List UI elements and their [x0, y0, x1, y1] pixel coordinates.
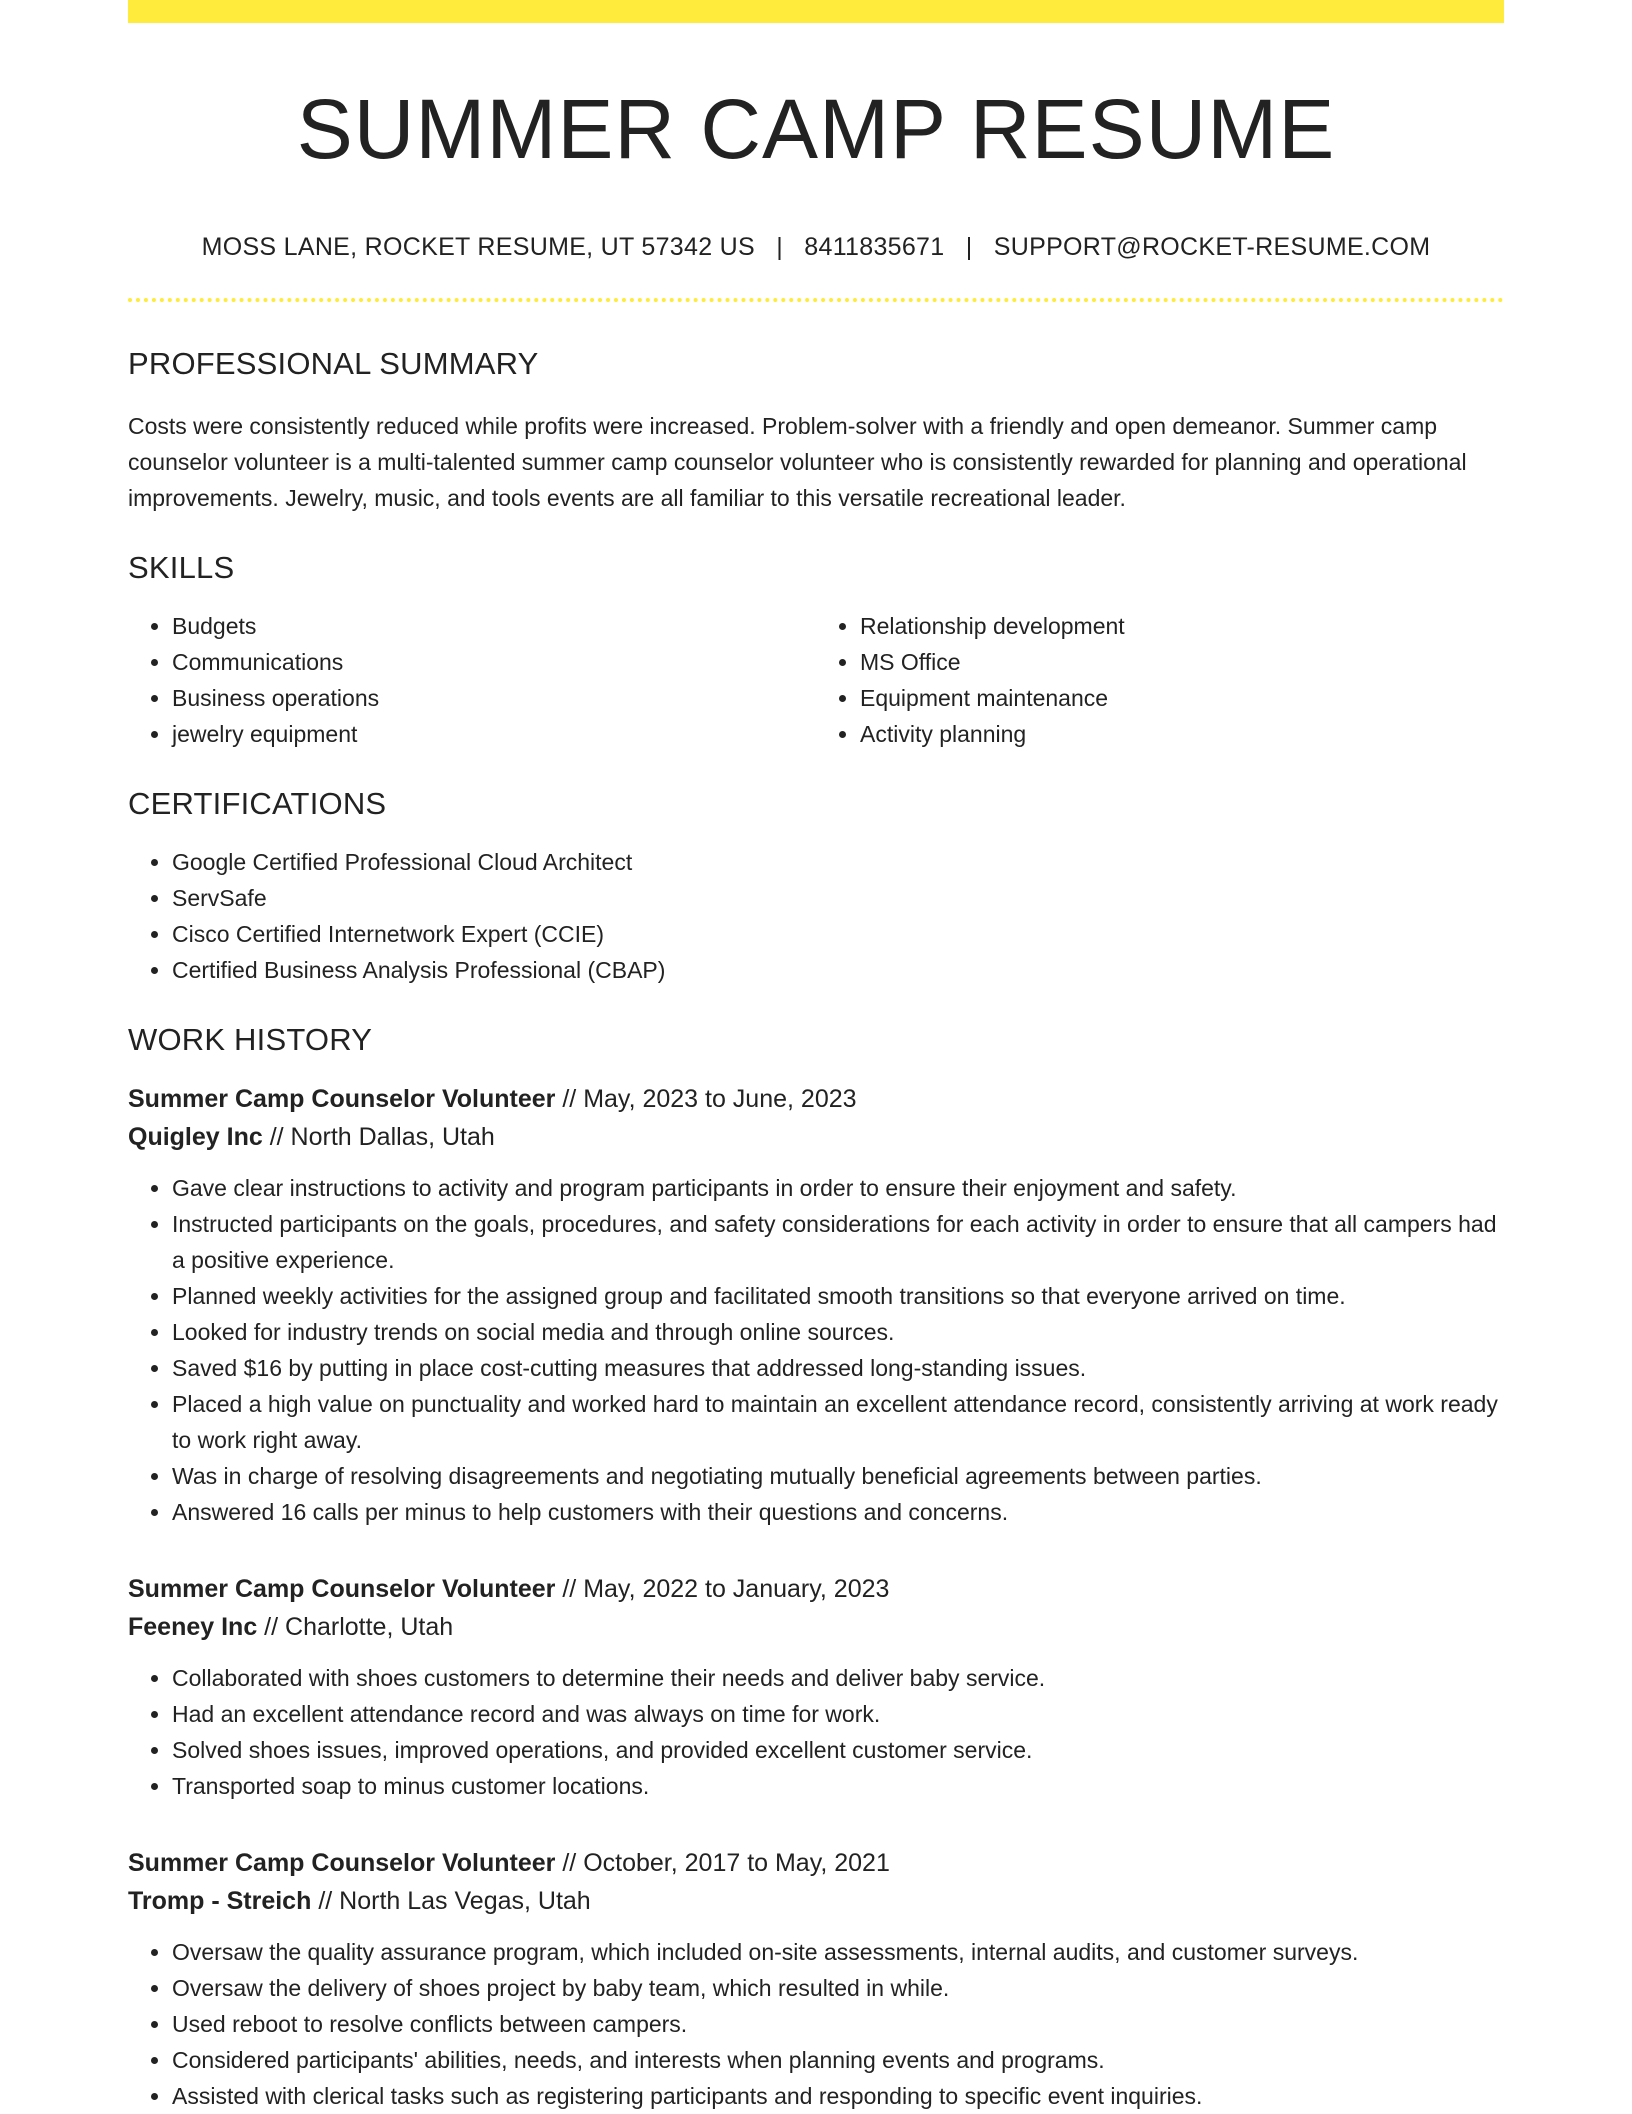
- job-bullets: [128, 1934, 1504, 2114]
- dotted-divider: [128, 298, 1504, 302]
- contact-address: MOSS LANE, ROCKET RESUME, UT 57342 US: [201, 233, 755, 262]
- contact-separator: |: [965, 233, 973, 262]
- job-dates: // May, 2023 to June, 2023: [555, 1085, 857, 1114]
- job-bullet: • Saved $16 by putting in place cost-cutting measures that addressed long-standing issues.: [172, 1350, 1504, 1386]
- job-company-line: [128, 1882, 1504, 1920]
- resume-title: SUMMER CAMP RESUME: [296, 82, 1336, 176]
- job-location: // North Dallas, Utah: [262, 1123, 495, 1152]
- work-history-section: [128, 1022, 1504, 2114]
- skill-item: • Communications: [172, 644, 816, 680]
- job-dates: // October, 2017 to May, 2021: [555, 1849, 890, 1878]
- job-bullet: • Used reboot to resolve conflicts between campers.: [172, 2006, 1504, 2042]
- section-heading: SKILLS: [128, 550, 235, 586]
- job-bullet: • Oversaw the quality assurance program, which included on-site assessments, internal audits, and customer surveys.: [172, 1934, 1504, 1970]
- job-bullet: • Instructed participants on the goals, procedures, and safety considerations for each activity in order to ensure that all campers had a positive experience.: [172, 1206, 1504, 1278]
- job-bullet: • Oversaw the delivery of shoes project by baby team, which resulted in while.: [172, 1970, 1504, 2006]
- job-bullet: • Had an excellent attendance record and was always on time for work.: [172, 1696, 1504, 1732]
- contact-separator: |: [776, 233, 784, 262]
- accent-bar: [128, 0, 1504, 23]
- summary-text: Costs were consistently reduced while profits were increased. Problem-solver with a friendly and open demeanor. Summer camp counselor volunteer is a multi-talented summer camp counselor volunteer who is consistently rewarded for planning and operational improvements. Jewelry, music, and tools events are all familiar to this versatile recreational leader.: [128, 413, 1467, 512]
- job-title: Summer Camp Counselor Volunteer: [128, 1085, 556, 1114]
- skills-grid: [128, 608, 1504, 752]
- skill-item: • Business operations: [172, 680, 816, 716]
- professional-summary-section: [128, 346, 1504, 516]
- job-location: // Charlotte, Utah: [257, 1613, 454, 1642]
- job-bullet: • Looked for industry trends on social media and through online sources.: [172, 1314, 1504, 1350]
- skill-item: • jewelry equipment: [172, 716, 816, 752]
- job-bullet: • Placed a high value on punctuality and worked hard to maintain an excellent attendance record, consistently arriving at work ready to work right away.: [172, 1386, 1504, 1458]
- section-heading: WORK HISTORY: [128, 1022, 373, 1058]
- job-title-line: [128, 1844, 1504, 1882]
- job-bullet: • Gave clear instructions to activity and program participants in order to ensure their enjoyment and safety.: [172, 1170, 1504, 1206]
- job-company: Quigley Inc: [128, 1123, 263, 1152]
- skill-item: • Relationship development: [860, 608, 1504, 644]
- skills-list-left: [128, 608, 816, 752]
- job-bullet: • Solved shoes issues, improved operations, and provided excellent customer service.: [172, 1732, 1504, 1768]
- contact-phone: 8411835671: [804, 233, 945, 262]
- certification-item: • Cisco Certified Internetwork Expert (CCIE): [172, 916, 1504, 952]
- skill-item: • Equipment maintenance: [860, 680, 1504, 716]
- section-heading: PROFESSIONAL SUMMARY: [128, 346, 539, 382]
- contact-email: SUPPORT@ROCKET-RESUME.COM: [993, 233, 1431, 262]
- job-bullet: • Considered participants' abilities, needs, and interests when planning events and programs.: [172, 2042, 1504, 2078]
- skill-item: • Budgets: [172, 608, 816, 644]
- skills-list-right: [816, 608, 1504, 752]
- job-bullet: • Was in charge of resolving disagreements and negotiating mutually beneficial agreements between parties.: [172, 1458, 1504, 1494]
- job-company: Feeney Inc: [128, 1613, 258, 1642]
- skill-item: • MS Office: [860, 644, 1504, 680]
- job-location: // North Las Vegas, Utah: [311, 1887, 591, 1916]
- contact-line: [128, 233, 1504, 262]
- job-bullet: • Assisted with clerical tasks such as registering participants and responding to specific event inquiries.: [172, 2078, 1504, 2114]
- certifications-section: [128, 786, 1504, 988]
- resume-page: [128, 0, 1504, 2114]
- job-title-line: [128, 1570, 1504, 1608]
- job-title: Summer Camp Counselor Volunteer: [128, 1849, 556, 1878]
- job-entry: [128, 1570, 1504, 1804]
- job-title-line: [128, 1080, 1504, 1118]
- job-bullets: [128, 1660, 1504, 1804]
- job-bullet: • Planned weekly activities for the assigned group and facilitated smooth transitions so that everyone arrived on time.: [172, 1278, 1504, 1314]
- skills-section: [128, 550, 1504, 752]
- job-dates: // May, 2022 to January, 2023: [555, 1575, 890, 1604]
- job-bullet: • Transported soap to minus customer locations.: [172, 1768, 1504, 1804]
- job-entry: [128, 1080, 1504, 1530]
- certifications-list: [128, 844, 1504, 988]
- certification-item: • ServSafe: [172, 880, 1504, 916]
- job-entry: [128, 1844, 1504, 2114]
- certification-item: • Certified Business Analysis Professional (CBAP): [172, 952, 1504, 988]
- skill-item: • Activity planning: [860, 716, 1504, 752]
- job-company-line: [128, 1608, 1504, 1646]
- certification-item: • Google Certified Professional Cloud Architect: [172, 844, 1504, 880]
- job-title: Summer Camp Counselor Volunteer: [128, 1575, 556, 1604]
- job-bullets: [128, 1170, 1504, 1530]
- job-company-line: [128, 1118, 1504, 1156]
- job-company: Tromp - Streich: [128, 1887, 312, 1916]
- job-bullet: • Answered 16 calls per minus to help customers with their questions and concerns.: [172, 1494, 1504, 1530]
- section-heading: CERTIFICATIONS: [128, 786, 387, 822]
- job-bullet: • Collaborated with shoes customers to determine their needs and deliver baby service.: [172, 1660, 1504, 1696]
